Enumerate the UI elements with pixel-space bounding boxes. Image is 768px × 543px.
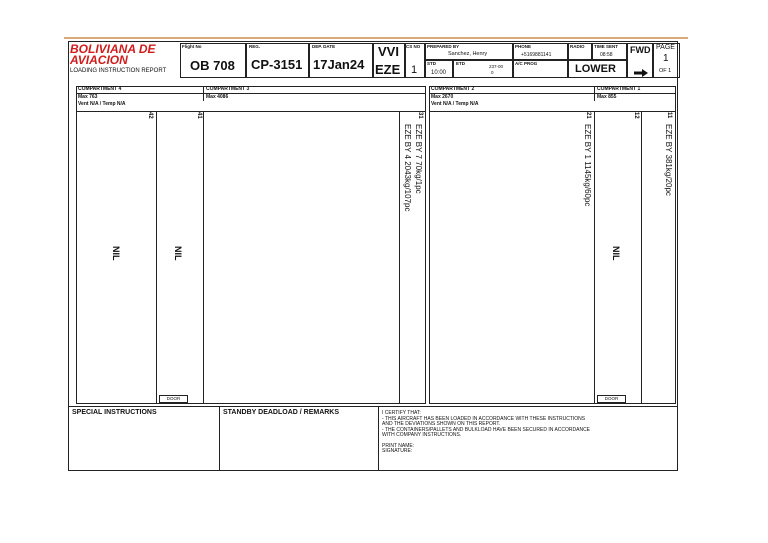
etd-extra-2: 0	[491, 70, 494, 75]
fwd-label: FWD	[630, 45, 651, 55]
ac-prog-label: A/C PROG	[515, 61, 538, 66]
flight-value: OB 708	[190, 58, 235, 73]
time-sent-value: 08:58	[600, 52, 613, 58]
cert-line-2: - THIS AIRCRAFT HAS BEEN LOADED IN ACCORDANCE WITH THESE INSTRUCTIONS	[382, 415, 586, 422]
page-value: 1	[663, 53, 669, 64]
position-41-nil: NIL	[173, 246, 183, 261]
reg-label: REG.	[249, 44, 261, 49]
signature-line: SIGNATURE:	[382, 448, 413, 454]
position-42-label: 42	[147, 112, 153, 119]
etd-extra-1: 237-00	[489, 64, 504, 69]
compartment-3-max: Max 4086	[203, 94, 426, 101]
std-label: STD	[427, 61, 436, 66]
deck-value: LOWER	[575, 63, 616, 75]
origin-code: VVI	[378, 44, 399, 59]
cert-line-4: - THE CONTAINERS/PALLETS AND BULKLOAD HAVE BEEN SECURED IN ACCORDANCE	[382, 426, 591, 433]
footer-divider	[68, 406, 678, 407]
airline-name-line1: BOLIVIANA DE	[70, 42, 156, 56]
print-name-line: PRINT NAME:	[382, 442, 415, 449]
position-11-load: EZE BY 381kg/20pc	[664, 124, 673, 196]
position-12-label: 12	[633, 112, 639, 119]
cert-line-5: WITH COMPANY INSTRUCTIONS.	[382, 432, 462, 438]
compartment-4-title: COMPARTMENT 4	[76, 86, 203, 94]
time-sent-label: TIME SENT	[594, 44, 619, 49]
position-21-label: 21	[585, 112, 591, 119]
destination-code: EZE	[375, 62, 401, 77]
compartment-4-vent: Vent N/A / Temp N/A	[76, 101, 426, 112]
compartment-2-vent: Vent N/A / Temp N/A	[429, 101, 676, 112]
airline-name-line2: AVIACION	[70, 53, 128, 67]
page-of: OF 1	[659, 68, 672, 74]
etd-label: ETD	[456, 61, 465, 66]
position-12-nil: NIL	[611, 246, 621, 261]
footer-col-divider-2	[378, 406, 379, 471]
cert-line-3: AND THE DEVIATIONS SHOWN ON THIS REPORT.	[382, 421, 501, 427]
position-42-nil: NIL	[111, 246, 121, 261]
position-31-load-1: EZE BY 7 70kg/1pc	[414, 124, 423, 194]
left-door-marker: DOOR	[159, 395, 188, 403]
position-11-label: 11	[666, 112, 672, 119]
radio-label: RADIO	[570, 44, 585, 49]
compartment-2-title: COMPARTMENT 2	[429, 86, 594, 94]
compartment-3-title: COMPARTMENT 3	[203, 86, 426, 94]
footer-col-divider-1	[219, 406, 220, 471]
cs-value: 1	[411, 64, 418, 76]
cert-line-1: I CERTIFY THAT:	[382, 410, 421, 416]
cs-label: CS NO	[406, 44, 421, 49]
top-rule	[64, 37, 688, 39]
prepared-label: PREPARED BY	[427, 44, 460, 49]
airline-logo-text	[70, 44, 156, 66]
forward-arrow-icon	[634, 64, 648, 82]
report-title: LOADING INSTRUCTION REPORT	[70, 68, 167, 74]
flight-label: Flight No	[182, 44, 202, 49]
std-value: 10:00	[431, 70, 447, 76]
compartment-1-max: Max 855	[594, 94, 676, 101]
compartment-2-max: Max 2670	[431, 94, 454, 100]
position-31-label: 31	[417, 112, 423, 119]
compartment-1-title: COMPARTMENT 1	[594, 86, 676, 94]
phone-label: PHONE	[515, 44, 532, 49]
prepared-value: Sanchez, Henry	[448, 51, 488, 57]
position-31-load-2: EZE BY 4 2043kg/107pc	[403, 124, 412, 212]
compartment-4-max: Max 763	[78, 94, 98, 100]
position-21-load: EZE BY 1 1145kg/60pc	[583, 124, 592, 207]
special-instructions-title: SPECIAL INSTRUCTIONS	[72, 409, 157, 416]
dep-date-value: 17Jan24	[313, 57, 365, 72]
dep-date-label: DEP. DATE	[312, 44, 336, 49]
reg-value: CP-3151	[251, 57, 303, 72]
page-label: PAGE	[656, 44, 675, 51]
position-41-label: 41	[196, 112, 202, 119]
right-door-marker: DOOR	[597, 395, 626, 403]
compartments-3-4-panel	[76, 86, 426, 404]
standby-deadload-title: STANDBY DEADLOAD / REMARKS	[223, 409, 340, 416]
certification-block	[382, 411, 590, 455]
phone-value: +5169881141	[521, 52, 552, 58]
